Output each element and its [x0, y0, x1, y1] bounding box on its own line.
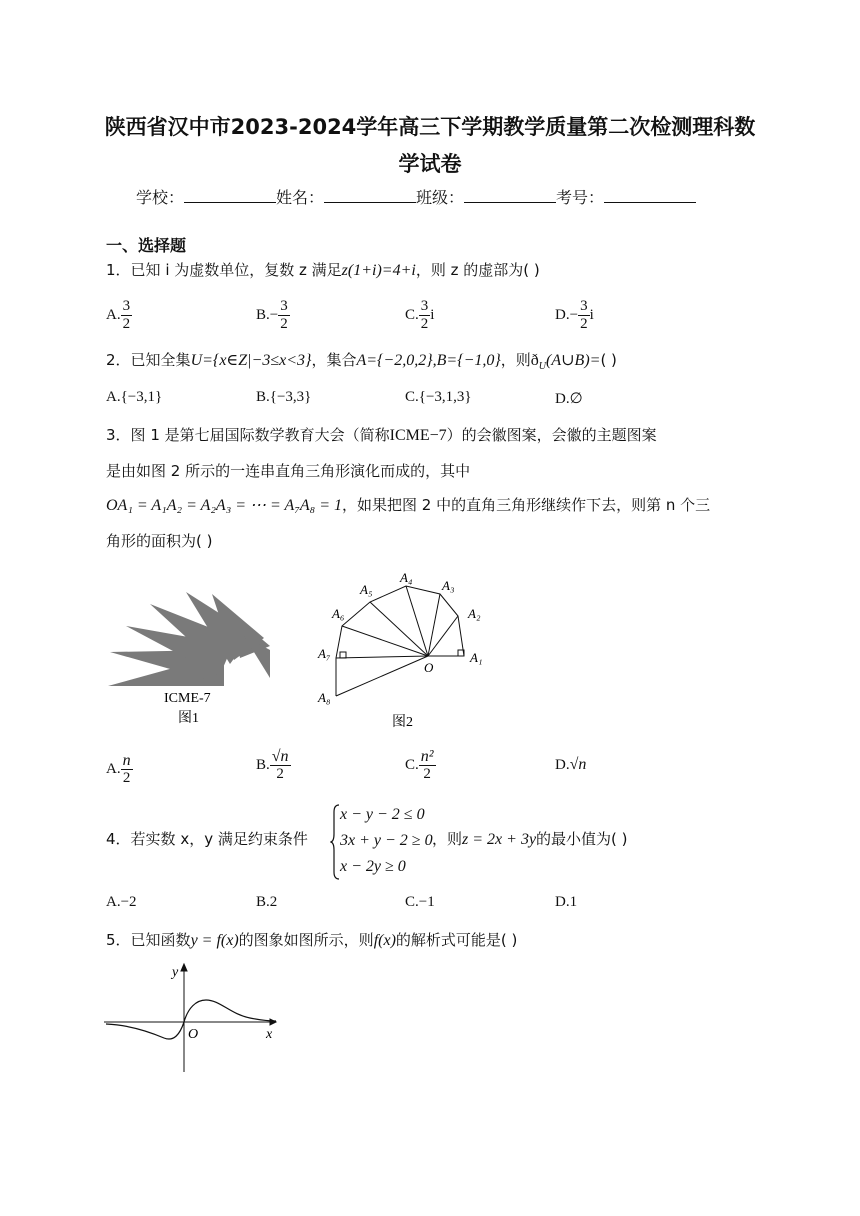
constraint-2: 3x + y − 2 ≥ 0 [340, 832, 433, 849]
question-2: 2．已知全集U={x∈Z|−3≤x<3}，集合A={−2,0,2},B={−1,0}，则$ð_U(A\cup B)=$( ) [106, 351, 617, 372]
number-label: 考号： [556, 188, 605, 207]
class-blank[interactable] [464, 188, 556, 203]
fig2-caption: 图2 [392, 715, 413, 730]
name-label: 姓名： [276, 188, 325, 207]
svg-text:O: O [424, 660, 434, 675]
constraint-1: x − y − 2 ≤ 0 [340, 806, 425, 823]
name-blank[interactable] [324, 188, 416, 203]
icme-logo-figure [104, 586, 274, 726]
triangle-spiral-figure [312, 566, 502, 732]
question-4-tail: ，则z = 2x + 3y的最小值为( ) [432, 830, 628, 848]
svg-text:A₃: A₃ [442, 578, 455, 593]
q2-option-b[interactable]: B.{−3,3} [256, 389, 312, 405]
class-label: 班级： [416, 188, 465, 207]
question-3-line2: 是由如图 2 所示的一连串直角三角形演化而成的，其中 [106, 462, 471, 480]
q1-option-b[interactable]: B.− $\frac{3}{2}$ [256, 298, 288, 332]
fig1-caption: 图1 [178, 711, 199, 726]
q1-text-end: ，则 z 的虚部为( ) [415, 261, 540, 279]
q4-option-c[interactable]: C.−1 [405, 894, 435, 910]
q2-option-a[interactable]: A.{−3,1} [106, 389, 163, 405]
q1-expr: z(1+i)=4+i [341, 262, 416, 279]
school-label: 学校： [136, 188, 185, 207]
question-3-line4: 角形的面积为( ) [106, 532, 213, 550]
svg-text:A₇: A₇ [318, 646, 331, 661]
origin-label: O [188, 1027, 199, 1042]
q1-option-a[interactable]: A. $\frac{3}{2}$ [106, 298, 131, 332]
svg-text:A₁: A₁ [470, 650, 483, 665]
q4-option-d[interactable]: D.1 [555, 894, 578, 910]
number-blank[interactable] [604, 188, 696, 203]
q3-option-d[interactable]: D.√n [555, 756, 587, 773]
page-title-line2: 学试卷 [398, 152, 462, 176]
brace-icon [330, 804, 340, 880]
y-axis-label: y [172, 965, 179, 980]
question-3-line1: 3．图 1 是第七届国际数学教育大会（简称ICME−7）的会徽图案，会徽的主题图案 [106, 426, 657, 444]
q3-option-b[interactable]: B. $\frac{√n}{2}$ [256, 748, 289, 782]
q3-option-a[interactable]: A. $\frac{n}{2}$ [106, 752, 131, 786]
q1-number: 1． [106, 261, 131, 279]
info-line [136, 185, 696, 208]
q4-option-b[interactable]: B.2 [256, 894, 278, 910]
x-axis-label: x [266, 1027, 273, 1042]
q2-option-d[interactable]: D.∅ [555, 391, 583, 407]
q1-text: 已知 i 为虚数单位，复数 z 满足 [130, 261, 342, 279]
constraint-3: x − 2y ≥ 0 [340, 858, 406, 875]
q2-option-c[interactable]: C.{−3,1,3} [405, 389, 472, 405]
icme-label: ICME-7 [164, 691, 211, 706]
school-blank[interactable] [184, 188, 276, 203]
q1-option-c[interactable]: C. $\frac{3}{2}$ i [405, 298, 435, 332]
svg-text:A₆: A₆ [332, 606, 345, 621]
q4-option-a[interactable]: A.−2 [106, 894, 137, 910]
function-graph [100, 960, 290, 1080]
question-1 [106, 259, 540, 282]
section-heading: 一、选择题 [106, 236, 187, 255]
svg-text:A₂: A₂ [468, 606, 481, 621]
svg-text:A₈: A₈ [318, 690, 331, 705]
q2-set-u: U={x∈Z|−3≤x<3} [190, 352, 312, 369]
q1-option-d[interactable]: D.− $\frac{3}{2}$ i [555, 298, 594, 332]
question-5: 5．已知函数y = f(x)的图象如图所示，则f(x)的解析式可能是( ) [106, 931, 518, 949]
question-3-line3: OA₁ = A₁A₂ = A₂A₃ = ⋯ = A₇A₈ = 1，如果把图 2 中的直角三角形继续作下去，则第 n 个三 [106, 496, 711, 514]
svg-text:A₅: A₅ [360, 582, 373, 597]
svg-text:A₄: A₄ [400, 570, 413, 585]
page-title: 陕西省汉中市2023-2024学年高三下学期教学质量第二次检测理科数 [104, 115, 756, 139]
question-4: 4．若实数 x，y 满足约束条件 [106, 830, 308, 848]
q2-set-ab: A={−2,0,2},B={−1,0} [356, 352, 501, 369]
q3-option-c[interactable]: C. $\frac{\text{n²}}{2}$ [405, 748, 434, 782]
